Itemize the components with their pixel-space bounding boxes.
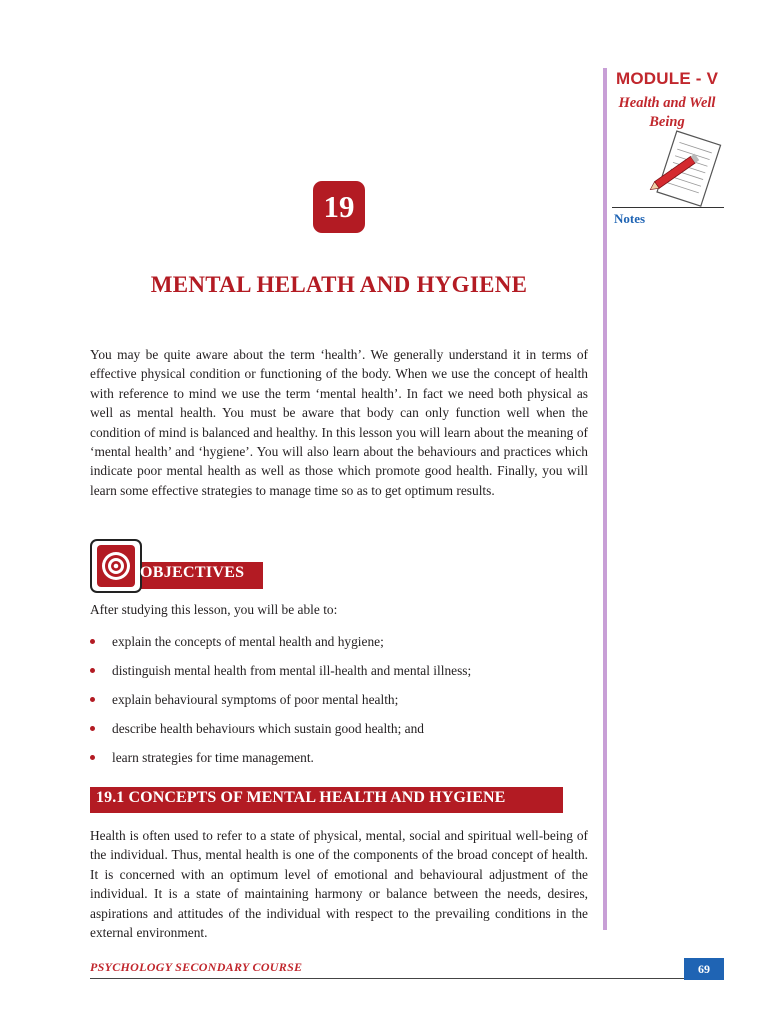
objectives-heading: OBJECTIVES (140, 564, 245, 581)
bullet-icon (90, 755, 95, 760)
module-title (612, 94, 722, 132)
objectives-lead: After studying this lesson, you will be able to: (90, 602, 338, 617)
module-title-line1: Health and Well (618, 95, 716, 111)
footer-rule (90, 978, 724, 979)
list-item: describe health behaviours which sustain good health; and (90, 719, 590, 748)
chapter-title: MENTAL HELATH AND HYGIENE (150, 272, 528, 297)
list-item: explain behavioural symptoms of poor mental health; (90, 690, 590, 719)
bullet-icon (90, 639, 95, 644)
module-title-line2: Being (649, 114, 685, 130)
list-item: learn strategies for time management. (90, 748, 590, 777)
bullet-icon (90, 726, 95, 731)
bullet-icon (90, 697, 95, 702)
notes-label: Notes (614, 211, 646, 226)
intro-paragraph: You may be quite aware about the term ‘health’. We generally understand it in terms of effective physical condition or functioning of the body. When we use the concept of health with reference to mind we use the term ‘mental health’. In fact we need both physical as well as mental health. You must be aware that body can only function well when the condition of mind is balanced and healthy. In this lesson you will learn about the meaning of ‘mental health’ and ‘hygiene’. You will also learn about the behaviours and practices which indicate poor mental health as well as those which promote good health. Finally, you will learn some effective strategies to manage time so as to get optimum results. (90, 347, 588, 498)
chapter-number: 19 (313, 181, 365, 233)
sidebar-rule (603, 68, 607, 930)
bullet-icon (90, 668, 95, 673)
module-label: MODULE - V (616, 69, 719, 88)
page-number: 69 (684, 958, 724, 980)
notes-divider (612, 207, 724, 208)
target-icon (90, 539, 142, 593)
footer-course-title: PSYCHOLOGY SECONDARY COURSE (90, 960, 303, 974)
section-heading: 19.1 CONCEPTS OF MENTAL HEALTH AND HYGIENE (96, 789, 506, 806)
section-paragraph: Health is often used to refer to a state of physical, mental, social and spiritual well-being of the individual. Thus, mental health is one of the components of the broad concept of health. It is concerned with an optimum level of emotional and behavioural adjustment of the individual. It is a state of maintaining harmony or balance between the needs, desires, aspirations and attitudes of the individual with respect to the prevailing conditions in the external environment. (90, 828, 588, 941)
notepad-pencil-icon (646, 130, 722, 216)
objectives-list (90, 632, 590, 777)
list-item: explain the concepts of mental health and hygiene; (90, 632, 590, 661)
list-item: distinguish mental health from mental ill-health and mental illness; (90, 661, 590, 690)
